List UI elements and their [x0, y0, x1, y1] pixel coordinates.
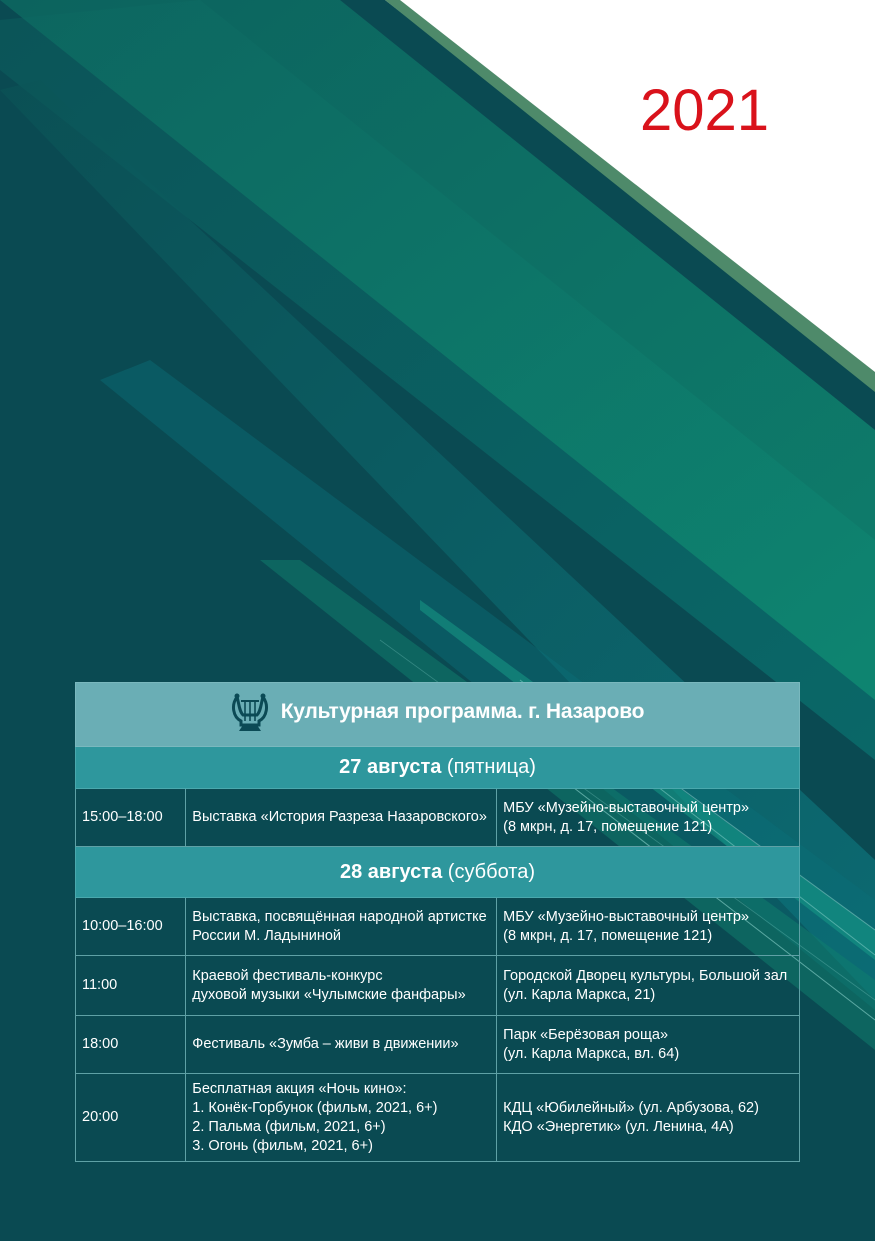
- table-title-row: [76, 683, 800, 747]
- event-place-line: Городской Дворец культуры, Большой зал: [503, 967, 788, 984]
- event-time: 18:00: [76, 1016, 186, 1074]
- event-title: [186, 956, 497, 1016]
- event-title: [186, 898, 497, 956]
- event-place-line: МБУ «Музейно-выставочный центр»: [503, 799, 750, 816]
- event-time: 20:00: [76, 1074, 186, 1162]
- event-title-line: Выставка, посвящённая народной артистке: [192, 908, 487, 925]
- event-place-line: МБУ «Музейно-выставочный центр»: [503, 908, 750, 925]
- event-title-line: России М. Ладыниной: [192, 927, 341, 944]
- table-row: [76, 898, 800, 956]
- event-title-line: духовой музыки «Чулымские фанфары»: [192, 986, 466, 1003]
- event-place: [497, 789, 800, 847]
- table-row: [76, 956, 800, 1016]
- event-title-line: Фестиваль «Зумба – живи в движении»: [192, 1036, 459, 1052]
- event-title-line: 2. Пальма (фильм, 2021, 6+): [192, 1118, 386, 1135]
- event-title-line: Бесплатная акция «Ночь кино»:: [192, 1080, 407, 1097]
- event-title-line: Краевой фестиваль-конкурс: [192, 967, 383, 984]
- event-time: 11:00: [76, 956, 186, 1016]
- event-title: [186, 789, 497, 847]
- table-title-cell: [76, 683, 800, 747]
- day-date: 28 августа: [340, 860, 443, 883]
- event-title: [186, 1016, 497, 1074]
- day-weekday: (пятница): [446, 756, 536, 778]
- day-weekday: (суббота): [447, 860, 535, 883]
- event-title-line: Выставка «История Разреза Назаровского»: [192, 809, 487, 825]
- day-header-row: [76, 747, 800, 789]
- event-title-line: 3. Огонь (фильм, 2021, 6+): [192, 1137, 373, 1154]
- event-title-line: 1. Конёк-Горбунок (фильм, 2021, 6+): [192, 1099, 438, 1116]
- year-label: 2021: [640, 78, 770, 143]
- event-place-line: Парк «Берёзовая роща»: [503, 1026, 669, 1043]
- day-header-row: [76, 847, 800, 898]
- day-header: [76, 847, 800, 898]
- table-row: [76, 789, 800, 847]
- day-date: 27 августа: [339, 756, 442, 778]
- event-time: 15:00–18:00: [76, 789, 186, 847]
- event-place-line: (8 мкрн, д. 17, помещение 121): [503, 818, 713, 835]
- event-place-line: (ул. Карла Маркса, 21): [503, 986, 656, 1003]
- event-place: [497, 1074, 800, 1162]
- table-row: [76, 1074, 800, 1162]
- day-header: [76, 747, 800, 789]
- event-place-line: (8 мкрн, д. 17, помещение 121): [503, 927, 713, 944]
- event-place-line: (ул. Карла Маркса, вл. 64): [503, 1045, 680, 1062]
- event-place: [497, 956, 800, 1016]
- event-place: [497, 1016, 800, 1074]
- event-place-line: КДО «Энергетик» (ул. Ленина, 4А): [503, 1118, 734, 1135]
- event-title: [186, 1074, 497, 1162]
- lyre-icon: [231, 691, 269, 733]
- event-place: [497, 898, 800, 956]
- event-place-line: КДЦ «Юбилейный» (ул. Арбузова, 62): [503, 1099, 759, 1116]
- table-title: Культурная программа. г. Назарово: [280, 700, 645, 723]
- table-row: [76, 1016, 800, 1074]
- event-time: 10:00–16:00: [76, 898, 186, 956]
- culture-program-table: [75, 682, 800, 1162]
